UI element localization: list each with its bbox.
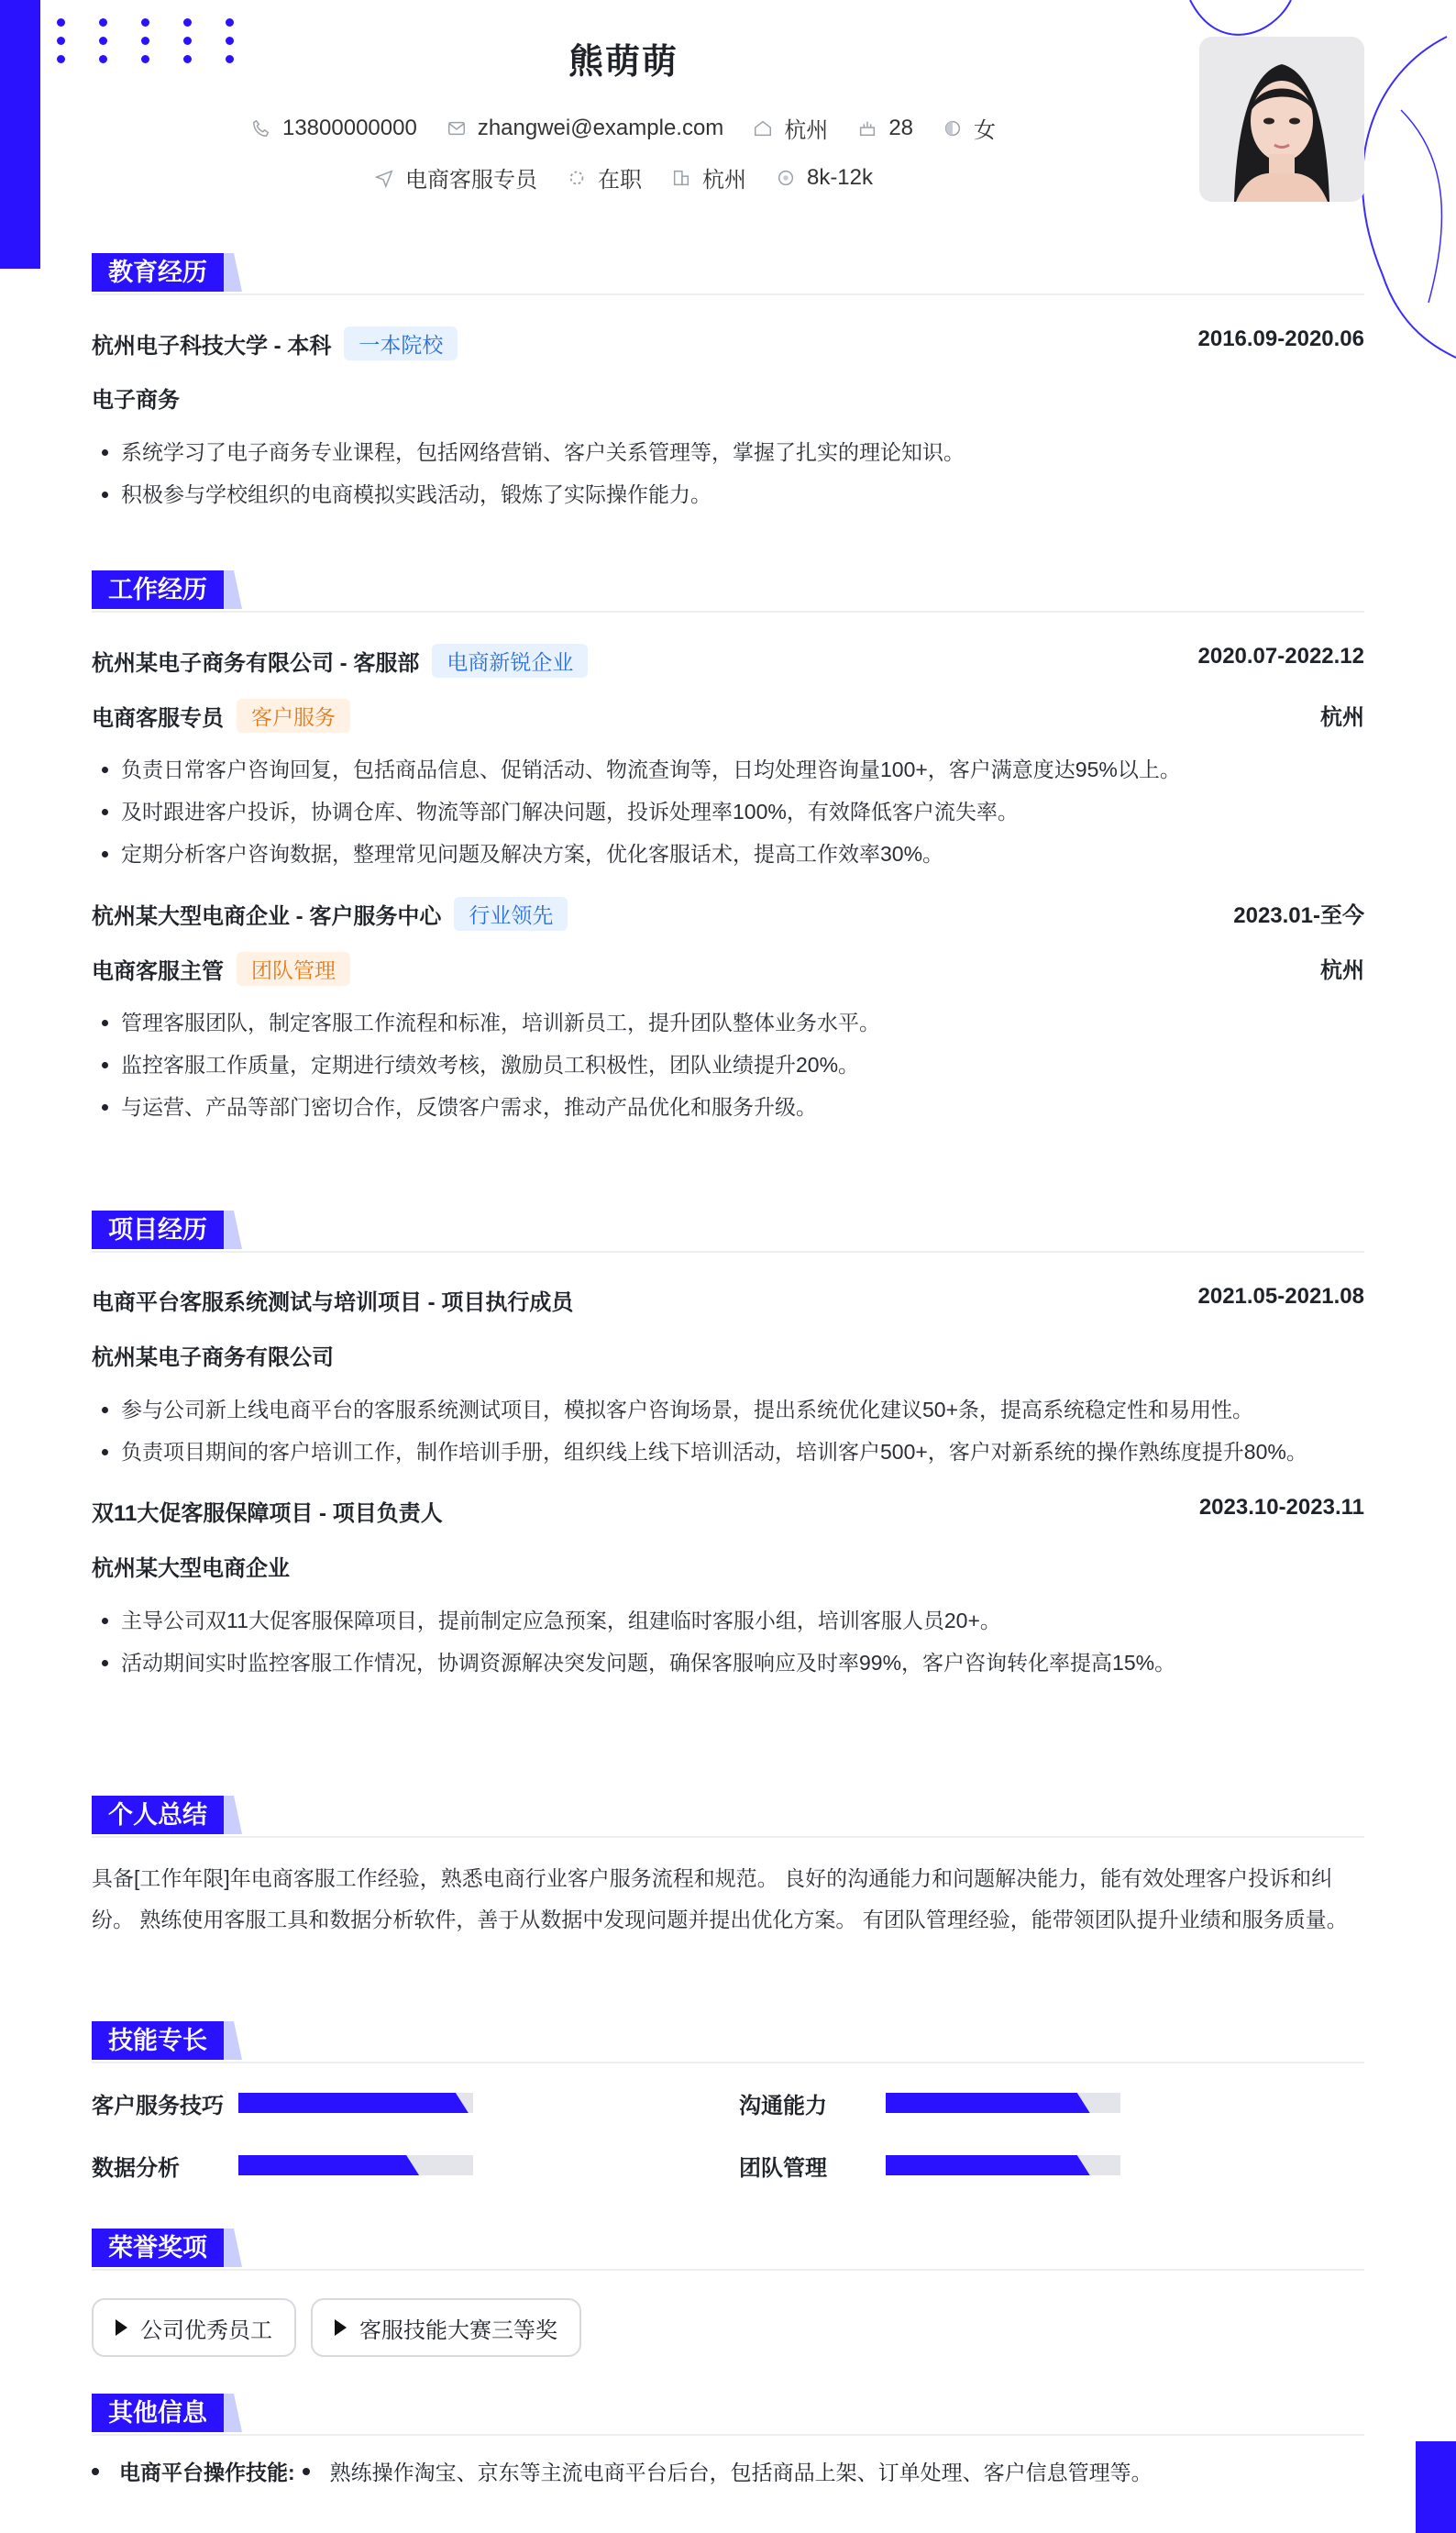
section-title: 工作经历 — [92, 570, 224, 609]
other-section — [92, 2394, 1364, 2486]
project-dates: 2021.05-2021.08 — [1197, 1284, 1364, 1309]
avatar-photo — [1199, 37, 1364, 202]
email-text: zhangwei@example.com — [477, 115, 724, 140]
job-info-row — [0, 161, 1247, 194]
section-title: 个人总结 — [92, 1796, 224, 1834]
skill-bar — [238, 2155, 473, 2175]
project-bullets — [92, 1599, 1364, 1684]
list-item: • 活动期间实时监控客服工作情况，协调资源解决突发问题，确保客服响应及时率99%，客户咨询转化率提高15%。 — [121, 1642, 1364, 1684]
candidate-name: 熊萌萌 — [568, 43, 678, 82]
project-org-row — [92, 1339, 1364, 1368]
project-name: 电商平台客服系统测试与培训项目 - 项目执行成员 — [92, 1290, 574, 1315]
job-entry-header — [92, 897, 1364, 929]
skill-name: 客户服务技巧 — [92, 2093, 224, 2118]
skill-bar-fill — [886, 2093, 1090, 2113]
section-title-tail — [224, 570, 242, 609]
email-item — [447, 116, 724, 141]
work-header — [92, 570, 1364, 613]
skills-header — [92, 2021, 1364, 2063]
job-city: 杭州 — [1320, 958, 1364, 983]
building-icon — [671, 168, 691, 188]
skill-bar — [238, 2093, 473, 2113]
section-title-tail — [224, 2021, 242, 2060]
target-city-text: 杭州 — [701, 168, 746, 193]
projects-header — [92, 1211, 1364, 1253]
position-text: 电商客服专员 — [404, 168, 537, 193]
skill-item — [739, 2150, 1120, 2181]
school-tag: 一本院校 — [344, 326, 458, 360]
section-title-tail — [224, 1796, 242, 1834]
loading-icon — [567, 168, 587, 188]
role-tag: 团队管理 — [237, 952, 350, 986]
job-role-row — [92, 952, 1364, 984]
skill-bar-fill — [886, 2155, 1090, 2175]
summary-section — [92, 1796, 1364, 1941]
list-item: • 监控客服工作质量，定期进行绩效考核，激励员工积极性，团队业绩提升20%。 — [121, 1044, 1364, 1086]
skills-section — [92, 2021, 1364, 2216]
job-company: 杭州某大型电商企业 - 客户服务中心 — [92, 904, 442, 929]
age-text: 28 — [888, 115, 914, 140]
major: 电子商务 — [92, 388, 180, 413]
awards-section — [92, 2229, 1364, 2357]
home-icon — [753, 118, 773, 138]
list-item: • 系统学习了电子商务专业课程，包括网络营销、客户关系管理等，掌握了扎实的理论知识。 — [121, 431, 1364, 473]
award-text: 客服技能大赛三等奖 — [359, 2317, 557, 2343]
bullet-dot — [92, 2468, 99, 2475]
project-org: 杭州某大型电商企业 — [92, 1556, 290, 1581]
project-entry-header — [92, 1284, 1364, 1313]
position-item — [374, 161, 537, 194]
play-triangle-icon — [335, 2319, 347, 2336]
age-item — [857, 116, 913, 141]
award-text: 公司优秀员工 — [140, 2317, 272, 2343]
list-item: • 负责日常客户咨询回复，包括商品信息、促销活动、物流查询等，日均处理咨询量100+，客户满意度达95%以上。 — [121, 748, 1364, 791]
portrait-illustration — [1199, 37, 1364, 202]
role-tag: 客户服务 — [237, 699, 350, 733]
list-item: • 积极参与学校组织的电商模拟实践活动，锻炼了实际操作能力。 — [121, 473, 1364, 515]
section-title: 荣誉奖项 — [92, 2229, 224, 2267]
list-item: • 定期分析客户咨询数据，整理常见问题及解决方案，优化客服话术，提高工作效率30%。 — [121, 833, 1364, 875]
gender-item — [943, 112, 996, 144]
phone-icon — [251, 118, 271, 138]
section-title-tail — [224, 1211, 242, 1249]
education-header — [92, 253, 1364, 295]
project-org: 杭州某电子商务有限公司 — [92, 1345, 334, 1370]
list-item: • 及时跟进客户投诉，协调仓库、物流等部门解决问题，投诉处理率100%，有效降低客户流失率。 — [121, 791, 1364, 833]
work-section — [92, 570, 1364, 1128]
coin-icon — [776, 168, 796, 188]
awards-list — [92, 2298, 1364, 2357]
list-item: • 负责项目期间的客户培训工作，制作培训手册，组织线上线下培训活动，培训客户500+，客户对新系统的操作熟练度提升80%。 — [121, 1431, 1364, 1473]
job-dates: 2020.07-2022.12 — [1197, 644, 1364, 669]
section-title: 教育经历 — [92, 253, 224, 292]
major-row — [92, 382, 1364, 411]
summary-header — [92, 1796, 1364, 1838]
other-value: 熟练操作淘宝、京东等主流电商平台后台，包括商品上架、订单处理、客户信息管理等。 — [329, 2461, 1153, 2484]
other-key: 电商平台操作技能: — [119, 2461, 295, 2484]
company-tag: 电商新锐企业 — [432, 644, 588, 678]
award-chip — [92, 2298, 296, 2357]
job-city: 杭州 — [1320, 705, 1364, 730]
skill-name: 数据分析 — [92, 2155, 180, 2181]
salary-text: 8k-12k — [806, 164, 874, 190]
phone-text: 13800000000 — [281, 115, 417, 140]
section-title-tail — [224, 253, 242, 292]
project-dates: 2023.10-2023.11 — [1198, 1495, 1364, 1520]
skill-item — [739, 2087, 1120, 2118]
skill-bar — [886, 2155, 1120, 2175]
job-bullets — [92, 1001, 1364, 1128]
cake-icon — [857, 118, 877, 138]
skill-bar-fill — [238, 2155, 419, 2175]
job-role: 电商客服专员 — [92, 706, 224, 731]
school-degree: 杭州电子科技大学 - 本科 — [92, 334, 332, 359]
send-icon — [374, 168, 394, 188]
mail-icon — [447, 118, 467, 138]
gender-icon — [943, 118, 963, 138]
section-title-tail — [224, 2394, 242, 2432]
list-item: • 管理客服团队，制定客服工作流程和标准，培训新员工，提升团队整体业务水平。 — [121, 1001, 1364, 1044]
skill-bar — [886, 2093, 1120, 2113]
education-entry-header — [92, 326, 1364, 359]
job-bullets — [92, 748, 1364, 875]
list-item: • 参与公司新上线电商平台的客服系统测试项目，模拟客户咨询场景，提出系统优化建议50+条，提高系统稳定性和易用性。 — [121, 1388, 1364, 1431]
skill-name: 沟通能力 — [739, 2093, 827, 2118]
contact-info-row — [0, 112, 1247, 144]
list-item: • 与运营、产品等部门密切合作，反馈客户需求，推动产品优化和服务升级。 — [121, 1086, 1364, 1128]
play-triangle-icon — [116, 2319, 127, 2336]
location-item — [753, 112, 828, 144]
skill-item — [92, 2087, 473, 2118]
status-text: 在职 — [597, 168, 642, 193]
projects-section — [92, 1211, 1364, 1684]
gender-text: 女 — [974, 118, 997, 143]
list-item: • 主导公司双11大促客服保障项目，提前制定应急预案，组建临时客服小组，培训客服人员20+。 — [121, 1599, 1364, 1642]
project-org-row — [92, 1550, 1364, 1579]
skill-item — [92, 2150, 473, 2181]
education-section — [92, 253, 1364, 515]
other-header — [92, 2394, 1364, 2436]
salary-item — [776, 165, 873, 191]
project-bullets — [92, 1388, 1364, 1473]
job-dates: 2023.01-至今 — [1233, 903, 1364, 928]
company-tag: 行业领先 — [454, 897, 568, 931]
target-city-item — [671, 161, 746, 194]
status-item — [567, 161, 642, 194]
award-chip — [311, 2298, 581, 2357]
job-role-row — [92, 699, 1364, 731]
phone-item — [251, 116, 417, 141]
education-bullets — [92, 431, 1364, 515]
bullet-dot — [303, 2468, 310, 2475]
job-entry-header — [92, 644, 1364, 676]
section-title: 其他信息 — [92, 2394, 224, 2432]
section-title: 技能专长 — [92, 2021, 224, 2060]
awards-header — [92, 2229, 1364, 2271]
bottom-right-accent-block — [1416, 2441, 1456, 2533]
education-dates: 2016.09-2020.06 — [1197, 326, 1364, 351]
section-title-tail — [224, 2229, 242, 2267]
skill-name: 团队管理 — [739, 2155, 827, 2181]
summary-text: 具备[工作年限]年电商客服工作经验，熟悉电商行业客户服务流程和规范。 良好的沟通能力和问题解决能力，能有效处理客户投诉和纠纷。 熟练使用客服工具和数据分析软件，善于从数据中发现问题并提出优化方案。 有团队管理经验，能带领团队提升业绩和服务质量。 — [92, 1866, 1348, 1931]
project-name: 双11大促客服保障项目 - 项目负责人 — [92, 1501, 443, 1526]
skills-grid — [92, 2087, 1364, 2216]
other-item — [92, 2456, 1364, 2486]
job-role: 电商客服主管 — [92, 959, 224, 984]
location-text: 杭州 — [784, 118, 829, 143]
job-company: 杭州某电子商务有限公司 - 客服部 — [92, 651, 420, 676]
skill-bar-fill — [238, 2093, 469, 2113]
project-entry-header — [92, 1495, 1364, 1524]
section-title: 项目经历 — [92, 1211, 224, 1249]
